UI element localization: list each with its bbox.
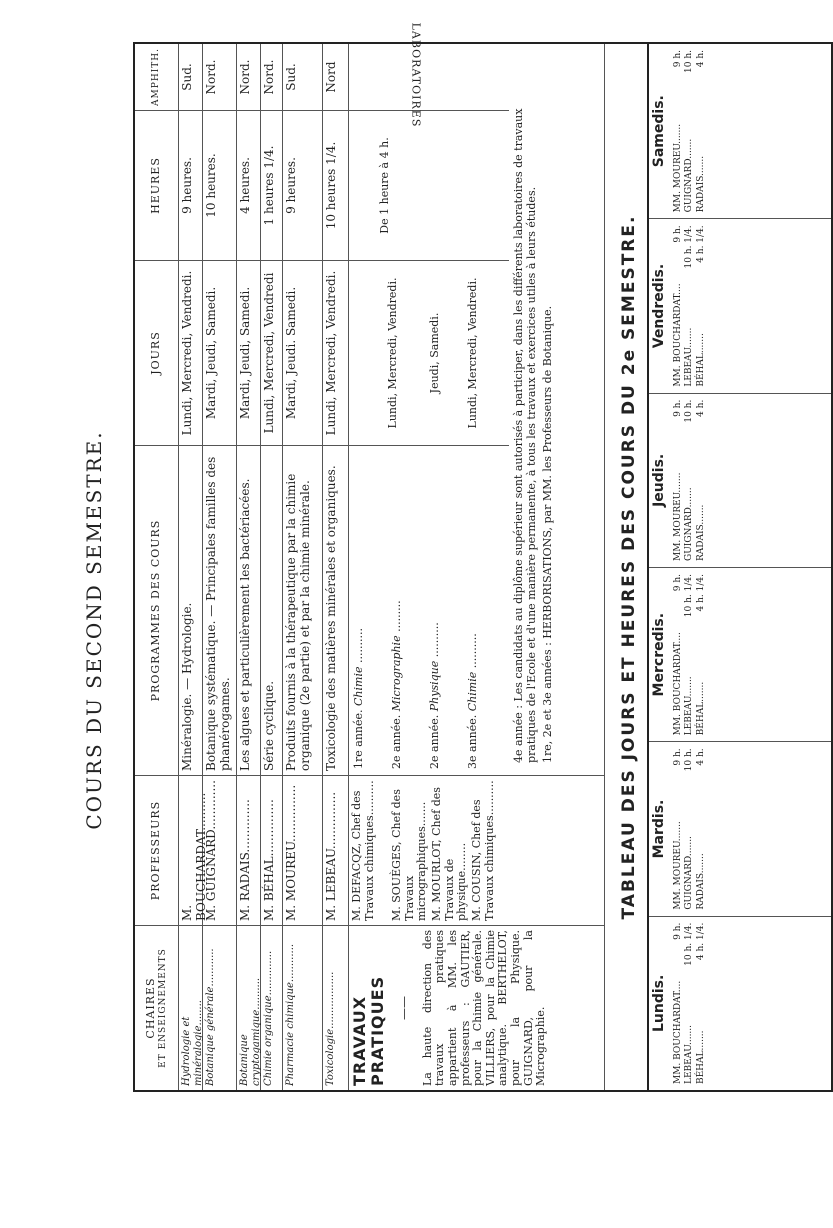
day-line [684,923,695,1084]
day-line-prof: LEBEAU....... [684,1024,695,1084]
course-jours: Lundi, Mercredi, Vendredi. [179,260,202,445]
day-line-prof: GUIGNARD....... [684,138,695,213]
tp-jours [349,260,509,445]
day-line-prof: MM. BOUCHARDAT.... [673,283,683,387]
course-jours: Lundi, Mercredi, Vendredi. [323,260,348,445]
course-row [237,44,261,1090]
day-line-prof: MM. MOUREU....... [673,821,683,910]
tableau-days [647,44,831,1090]
course-prof: M. LEBEAU............... [323,775,348,925]
course-prof: M. BOUCHARDAT.......... [179,775,202,925]
day-line [684,400,695,561]
course-amphi: Nord. [262,59,276,95]
course-row [261,44,283,1090]
day-line-hour: 4 h. [695,50,706,68]
course-jours: Mardi, Jeudi. Samedi. [283,260,322,445]
day-line [696,748,707,909]
header-chaires-line2: ET ENSEIGNEMENTS [157,948,168,1068]
header-row [135,44,179,1090]
day-column [649,741,831,915]
day-line-hour: 10 h. 1/4. [684,922,695,966]
course-amphi: Nord. [204,59,218,95]
course-prof: M. GUIGNARD............. [203,775,236,925]
course-row [203,44,237,1090]
day-line-hour: 9 h. [673,50,683,68]
tp-left [349,925,604,1090]
day-line [684,574,695,735]
day-line [684,225,695,386]
course-prog: Produits fournis à la thérapeutique par la chimie organique (2e partie) et par la chimie minérale. [283,445,322,775]
day-line-hour: 4 h. [695,399,706,417]
day-line-prof: LEBEAU....... [684,327,695,387]
tp-jours-1: Lundi, Mercredi, Vendredi. [385,277,399,429]
tp-annees [349,445,509,775]
day-line-prof: MM. BOUCHARDAT.... [673,632,683,736]
course-prog: Série cyclique. [261,445,282,775]
day-name: Mardis. [651,799,667,859]
course-chaire: Pharmacie chimique............ [283,925,322,1090]
day-name: Lundis. [651,974,667,1032]
day-line-hour: 9 h. [673,399,683,417]
tp-block [349,22,605,1090]
tp-dash: —— [396,996,411,1020]
day-line [673,574,684,735]
day-column [649,218,831,392]
tp-chef-2: M. SOUÈGES, Chef des Travaux micrographiques....... [390,789,429,921]
course-row [179,44,208,1090]
day-line-hour: 10 h. [684,399,695,423]
header-professeurs: PROFESSEURS [135,775,178,925]
day-line-hour: 9 h. [673,574,683,592]
course-amphi: Sud. [284,63,298,91]
tp-chefs [349,775,604,925]
course-row [323,44,349,1090]
day-line [684,748,695,909]
day-line-hour: 10 h. 1/4. [684,574,695,618]
day-column [649,44,831,218]
course-jours: Mardi, Jeudi, Samedi. [237,260,260,445]
tp-chef-4: M. COUSIN, Chef des Travaux chimiques.......... [470,780,496,921]
course-jours: Lundi, Mercredi, Vendredi [261,260,282,445]
day-name: Vendredis. [651,263,667,349]
schedule-sheet [133,22,833,1092]
tp-note-1: 4e année : Les candidats au diplôme supérieur sont autorisés à participer, dans les différents laboratoires de travaux pratiques de l'Ecole et d'une manière permanente, à tous les travaux et exercices utiles à leurs études. [512,108,538,763]
day-column [649,916,831,1090]
day-line [696,923,707,1084]
day-line-prof: BÉHAL....... [695,333,706,387]
course-chaire: Botanique cryptogamique.......... [237,925,260,1090]
day-line-hour: 4 h. 1/4. [695,225,706,263]
course-chaire: Toxicologie.................. [323,925,348,1090]
tp-annee-3: 2e année. Physique .......... [428,622,441,769]
course-prof: M. BÉHAL............... [261,775,282,925]
day-name: Jeudis. [651,453,667,507]
page-title: COURS DU SECOND SEMESTRE. [82,430,106,830]
tp-annee-2: 2e année. Micrographie ......... [390,600,403,769]
tp-annee-4: 3e année. Chimie .......... [466,633,479,769]
day-line [696,50,707,212]
header-programmes: PROGRAMMES DES COURS [135,445,178,775]
tp-labo-cell [349,22,509,128]
course-chaire: Hydrologie et minéralogie........ [179,925,202,1090]
day-column [649,567,831,741]
course-amphi: Nord [324,61,338,93]
tp-jours-2: Jeudi, Samedi. [428,312,441,394]
day-line-prof: MM. MOUREU....... [673,123,683,213]
day-line [696,400,707,561]
day-line-prof: BÉHAL....... [695,1030,706,1084]
tp-direction: La haute direction des travaux pratiques appartient à MM. les professeurs : GAUTIER, pour la Chimie générale. VILLIERS, pour la Chimie analytique. BERTHELOT, pour la Physique. GUIGNARD, pour la Micrographie. [420,930,548,1086]
tp-annee-1: 1re année. Chimie .......... [352,628,365,769]
day-line-prof: GUIGNARD....... [684,836,695,910]
day-name: Samedis. [651,95,667,168]
course-prog: Toxicologie des matières minérales et organiques. [323,445,348,775]
course-heures: 9 heures. [283,110,322,260]
course-heures: 1 heures 1/4. [261,110,282,260]
day-line [684,50,695,212]
course-heures: 10 heures 1/4. [323,110,348,260]
tp-chef-1: M. DEFACQZ, Chef des Travaux chimiques.......... [350,780,376,921]
day-line-hour: 10 h. [684,748,695,772]
tp-title: TRAVAUX PRATIQUES [350,975,388,1086]
day-line-hour: 4 h. 1/4. [695,922,706,961]
day-line-prof: RADAIS....... [695,155,706,213]
tableau-title: TABLEAU DES JOURS ET HEURES DES COURS DU 2e SEMESTRE. [619,214,639,920]
day-line-hour: 4 h. [695,748,706,766]
day-line [673,923,684,1084]
day-name: Mercredis. [651,612,667,697]
course-prof: M. RADAIS.............. [237,775,260,925]
day-line-prof: LEBEAU....... [684,676,695,736]
day-line [696,574,707,735]
course-jours: Mardi, Jeudi, Samedi. [203,260,236,445]
course-chaire: Botanique générale............ [203,925,236,1090]
day-line-prof: RADAIS....... [695,504,706,561]
day-line-hour: 9 h. [673,225,683,243]
day-line-prof: RADAIS....... [695,853,706,910]
tp-labo: LABORATOIRES [409,22,423,128]
header-chaires [135,925,178,1090]
header-heures: HEURES [135,110,178,260]
day-line [673,50,684,212]
course-prof: M. MOUREU............... [283,775,322,925]
day-line-prof: MM. MOUREU....... [673,472,683,561]
day-line [673,748,684,909]
tp-jours-3: Lundi, Mercredi, Vendredi. [466,277,479,429]
tp-heures: De 1 heure à 4 h. [349,110,509,260]
tp-note-2: 1re, 2e et 3e années : HERBORISATIONS, par MM. les Professeurs de Botanique. [541,305,555,763]
day-column [649,393,831,567]
day-line-hour: 10 h. [684,50,695,73]
course-prog: Les algues et particulièrement les bactériacées. [237,445,260,775]
course-amphi: Nord. [238,59,252,95]
tp-notes [513,60,555,775]
course-chaire: Chimie organique.............. [261,925,282,1090]
header-amphi: AMPHITH. [151,48,162,106]
course-prog: Minéralogie. — Hydrologie. [179,445,202,775]
day-line-hour: 4 h. 1/4. [695,574,706,612]
day-line [696,225,707,386]
course-heures: 4 heures. [237,110,260,260]
day-line-prof: BÉHAL....... [695,681,706,736]
day-line-prof: GUIGNARD....... [684,487,695,561]
day-line-hour: 9 h. [673,922,683,940]
day-line [673,225,684,386]
tp-chef-3: M. MOURLOT, Chef des Travaux de physique........ [430,787,469,921]
tp-right [349,22,604,775]
course-prog: Botanique systématique. — Principales familles des phanérogames. [203,445,236,775]
header-jours: JOURS [135,260,178,445]
day-line-prof: MM. BOUCHARDAT.... [673,980,683,1084]
course-amphi: Sud. [180,63,194,91]
course-row [283,44,323,1090]
course-heures: 9 heures. [179,110,202,260]
day-line-hour: 9 h. [673,748,683,766]
day-line-hour: 10 h. 1/4. [684,225,695,269]
day-line [673,400,684,561]
header-chaires-line1: CHAIRES [144,977,157,1039]
course-heures: 10 heures. [203,110,236,260]
